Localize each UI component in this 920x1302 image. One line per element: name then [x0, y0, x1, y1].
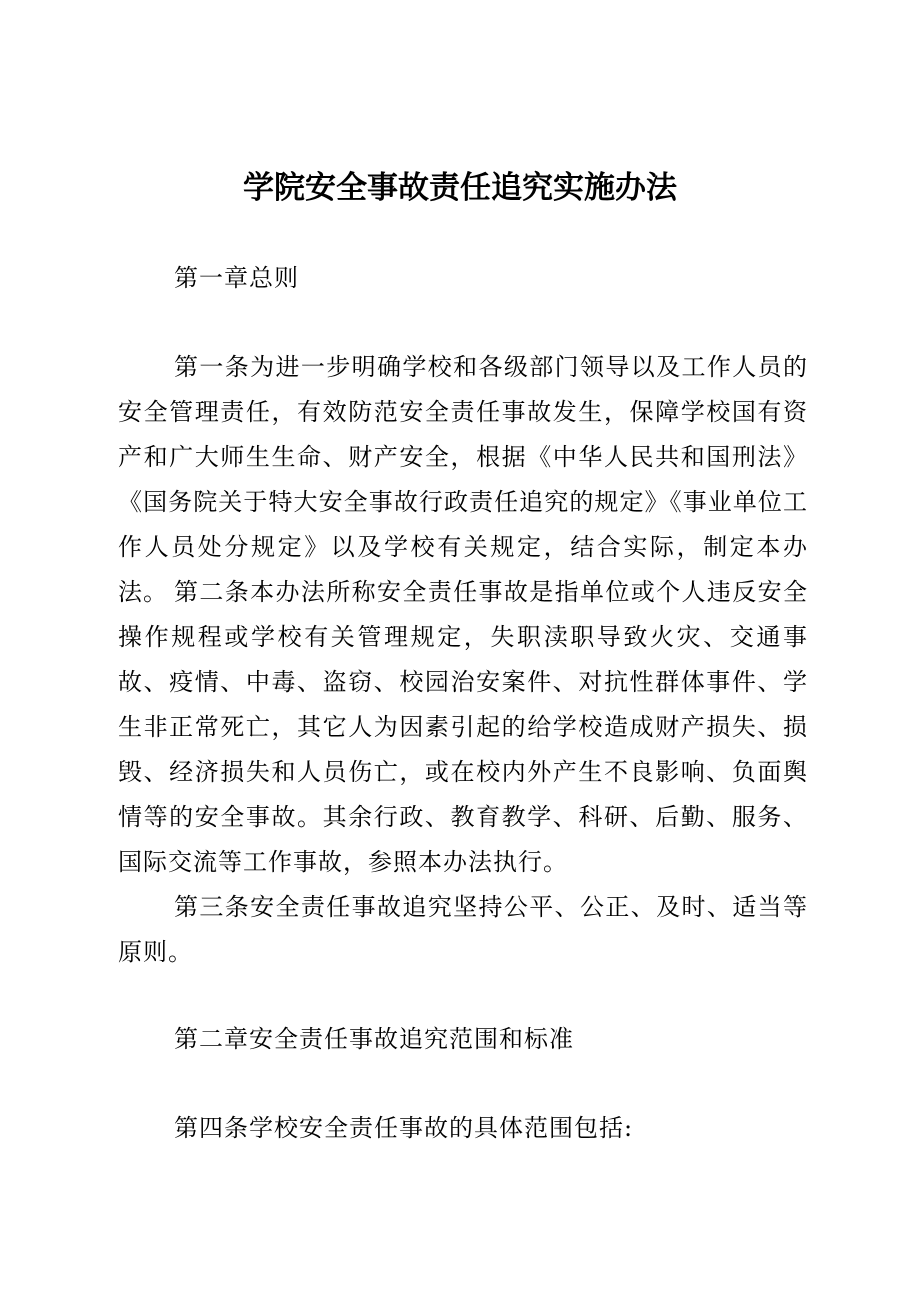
chapter-2-heading: 第二章安全责任事故追究范围和标准	[174, 1025, 574, 1053]
article-2-paragraph: 第二条本办法所称安全责任事故是指单位或个人违反安全操作规程或学校有关管理规定，失职渎职导致火灾、交通事故、疫情、中毒、盗窃、校园治安案件、对抗性群体事件、学生非正常死亡，其它人为因素引起的给学校造成财产损失、损毁、经济损失和人员伤亡，或在校内外产生不良影响、负面舆情等的安全事故。其余行政、教育教学、科研、后勤、服务、国际交流等工作事故，参照本办法执行。	[118, 578, 808, 876]
article-3-paragraph: 第三条安全责任事故追究坚持公平、公正、及时、适当等原则。	[118, 893, 808, 966]
article-4-paragraph: 第四条学校安全责任事故的具体范围包括:	[174, 1114, 634, 1142]
document-title: 学院安全事故责任追究实施办法	[243, 170, 677, 206]
article-1-paragraph: 第一条为进一步明确学校和各级部门领导以及工作人员的安全管理责任，有效防范安全责任事故发生，保障学校国有资产和广大师生生命、财产安全，根据《中华人民共和国刑法》《国务院关于特大安全事故行政责任追究的规定》《事业单位工作人员处分规定》以及学校有关规定，结合实际，制定本办法。	[118, 353, 808, 606]
chapter-1-heading: 第一章总则	[174, 264, 299, 292]
